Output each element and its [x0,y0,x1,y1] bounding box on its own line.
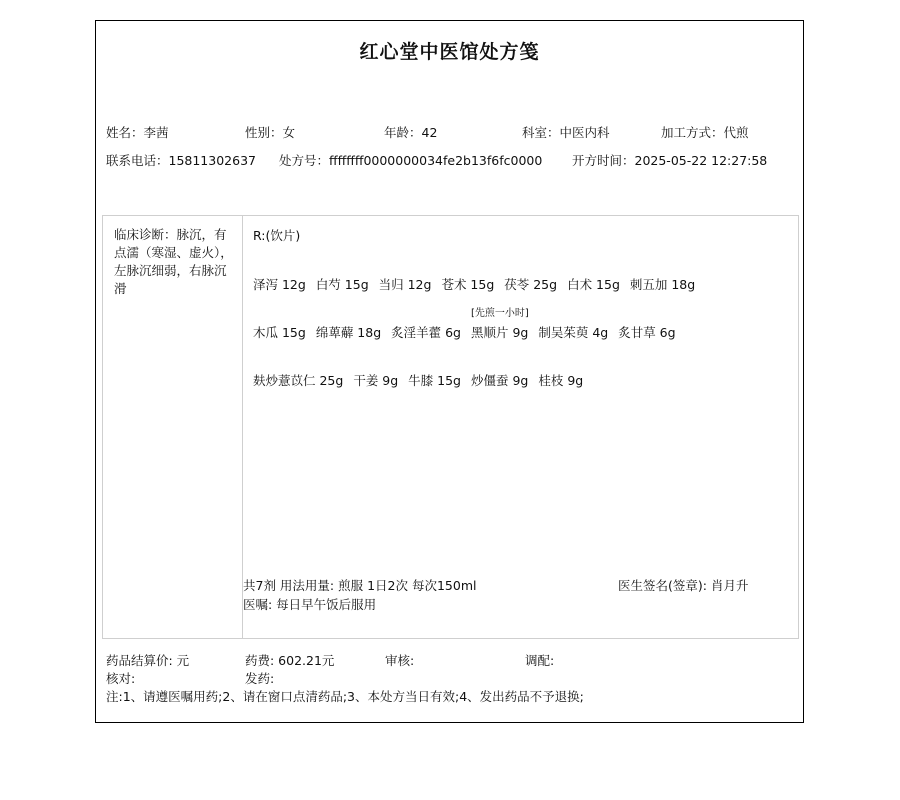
column-divider [242,216,243,638]
prescription-time: 开方时间：2025-05-22 12:27:58 [572,153,768,168]
patient-name: 姓名：李茜 [106,125,169,140]
usage-dosage: 共7剂 用法用量: 煎服 1日2次 每次150ml [243,578,477,593]
herb-item: 牛膝 15g [408,373,461,388]
settlement-price: 药品结算价: 元 [106,653,190,668]
check-field: 核对: [106,671,136,686]
herb-item: 白芍 15g [315,277,369,292]
herb-item: 制吴茱萸 4g [538,325,609,340]
herb-item: 炙淫羊藿 6g [391,325,461,340]
herb-item: 当归 12g [378,277,432,292]
prescription-number: 处方号：ffffffff0000000034fe2b13f6fc0000 [279,153,543,168]
herb-item: 木瓜 15g [253,325,306,340]
rx-label: R:(饮片) [253,228,301,243]
medical-advice: 医嘱: 每日早午饭后服用 [243,597,377,612]
doctor-signature: 医生签名(签章): 肖月升 [618,578,749,593]
herb-item: [先煎一小时] 黑顺片 9g [471,323,528,341]
patient-gender: 性别：女 [245,125,296,140]
usage-block [243,576,476,614]
herb-line-3 [253,371,589,389]
page-title: 红心堂中医馆处方笺 [359,41,540,63]
medicine-fee: 药费: 602.21元 [245,653,335,668]
herb-item: 干姜 9g [353,373,399,388]
herb-item: 炒僵蚕 9g [470,373,529,388]
herb-decoction-note: [先煎一小时] [470,308,529,319]
footer-note: 注:1、请遵医嘱用药;2、请在窗口点清药品;3、本处方当日有效;4、发出药品不予退换; [106,689,584,704]
processing-method: 加工方式：代煎 [661,125,749,140]
herb-item: 麸炒薏苡仁 25g [253,373,344,388]
prescription-box [102,215,799,639]
issue-field: 发药: [245,671,275,686]
herb-line-2 [253,308,682,341]
herb-item: 刺五加 18g [629,277,696,292]
department: 科室：中医内科 [522,125,610,140]
clinical-diagnosis: 临床诊断：脉沉，有点濡（寒湿、虚火），左脉沉细弱，右脉沉滑 [114,227,233,296]
herb-item: 绵萆薢 18g [315,325,382,340]
patient-age: 年龄：42 [384,125,438,140]
herb-item: 茯苓 25g [504,277,558,292]
herb-item: 苍术 15g [441,277,495,292]
herb-item: 炙甘草 6g [618,325,676,340]
review-field: 审核: [385,653,415,668]
patient-phone: 联系电话：15811302637 [106,153,256,168]
herb-item: 白术 15g [567,277,620,292]
herb-item: 桂枝 9g [538,373,584,388]
dispense-field: 调配: [525,653,555,668]
herb-line-1 [253,275,701,293]
herb-item: 泽泻 12g [253,277,306,292]
prescription-sheet [95,20,804,723]
